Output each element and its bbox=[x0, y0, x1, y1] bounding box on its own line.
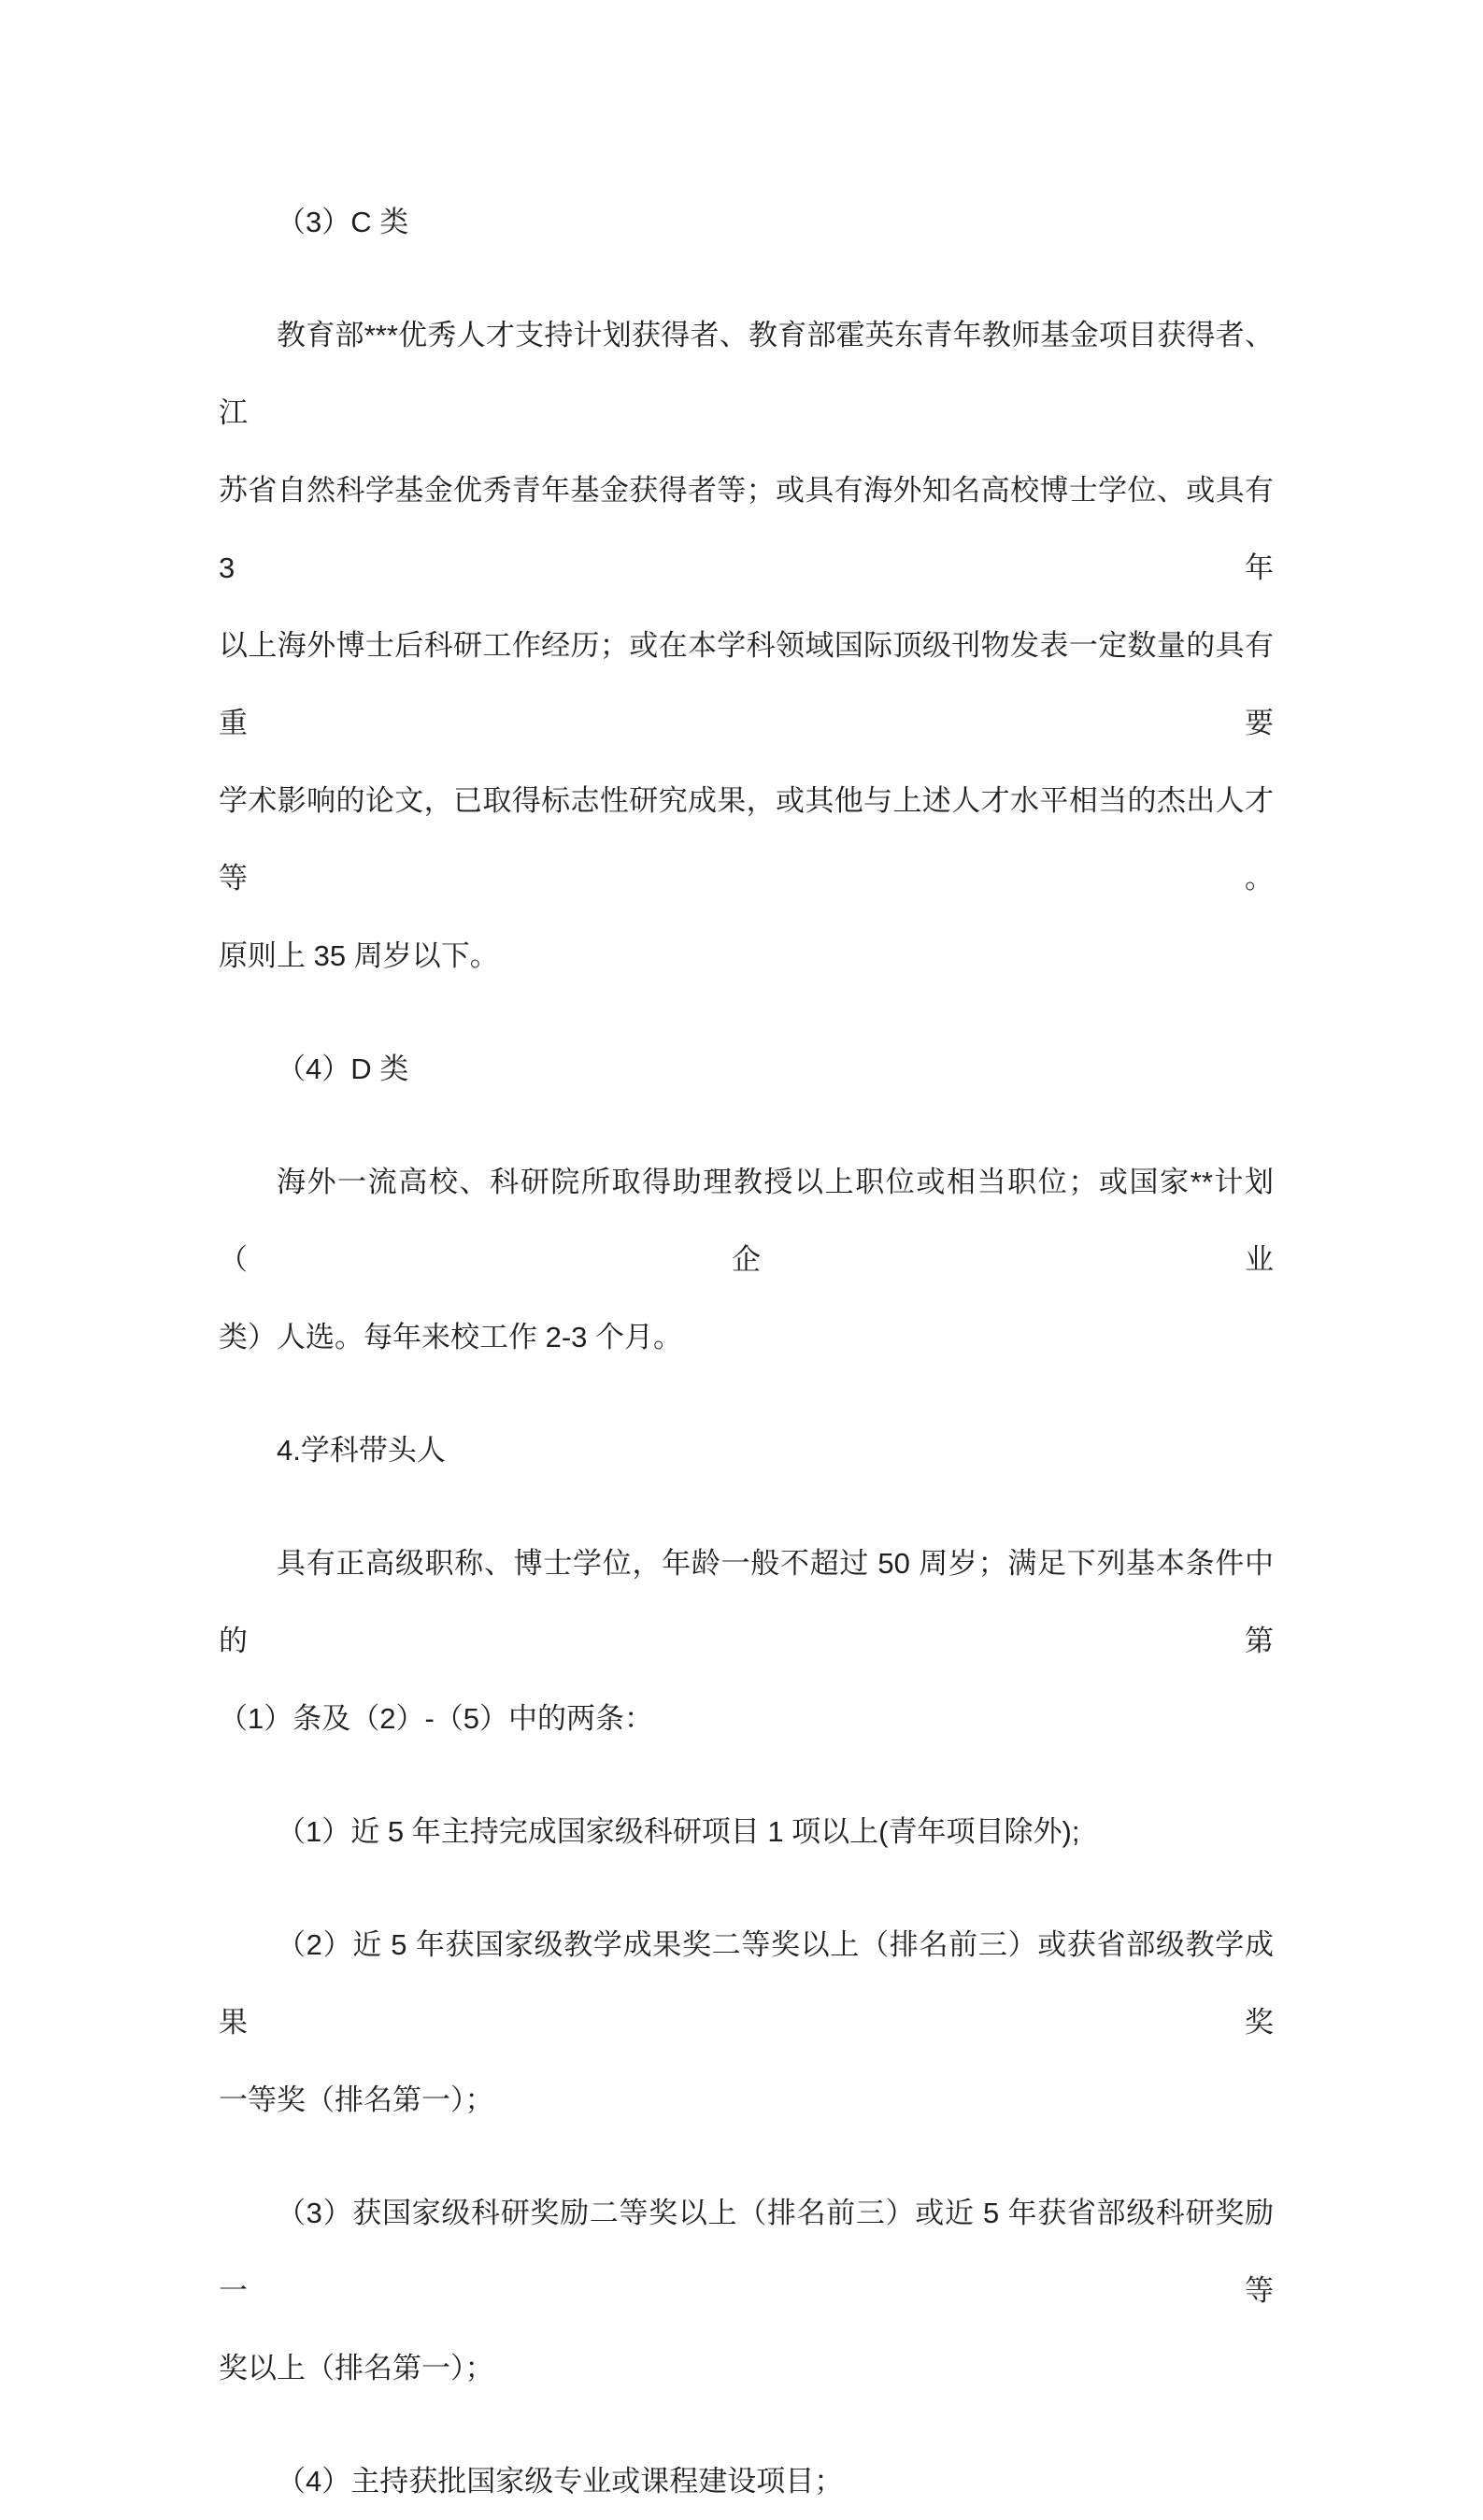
text-line: 海外一流高校、科研院所取得助理教授以上职位或相当职位；或国家**计划（企业 bbox=[219, 1166, 1274, 1276]
text-line: 具有正高级职称、博士学位，年龄一般不超过 50 周岁；满足下列基本条件中的第 bbox=[219, 1547, 1274, 1657]
text-line: 教育部***优秀人才支持计划获得者、教育部霍英东青年教师基金项目获得者、江 bbox=[219, 319, 1274, 429]
text-line: 苏省自然科学基金优秀青年基金获得者等；或具有海外知名高校博士学位、或具有 3 年 bbox=[219, 474, 1274, 584]
list-item-2 bbox=[219, 1906, 1274, 2139]
text-line: （4）主持获批国家级专业或课程建设项目； bbox=[277, 2465, 844, 2498]
text-line: （1）条及（2）-（5）中的两条： bbox=[219, 1702, 654, 1735]
heading-discipline-leader bbox=[219, 1411, 1274, 1489]
heading-text: 4.学科带头人 bbox=[277, 1434, 446, 1467]
heading-d-class bbox=[219, 1030, 1274, 1108]
text-line: 以上海外博士后科研工作经历；或在本学科领域国际顶级刊物发表一定数量的具有重要 bbox=[219, 629, 1274, 739]
text-line: 奖以上（排名第一）； bbox=[219, 2352, 494, 2384]
list-item-3 bbox=[219, 2174, 1274, 2407]
paragraph-leader-requirements bbox=[219, 1525, 1274, 1757]
text-line: （3）获国家级科研奖励二等奖以上（排名前三）或近 5 年获省部级科研奖励一等 bbox=[219, 2197, 1274, 2307]
paragraph-c-class-criteria bbox=[219, 296, 1274, 995]
text-line: 一等奖（排名第一）； bbox=[219, 2083, 494, 2116]
paragraph-d-class-criteria bbox=[219, 1143, 1274, 1376]
list-item-1 bbox=[219, 1793, 1274, 1870]
heading-text: （4）D 类 bbox=[277, 1052, 409, 1085]
text-line: （2）近 5 年获国家级教学成果奖二等奖以上（排名前三）或获省部级教学成果奖 bbox=[219, 1928, 1274, 2039]
text-line: 类）人选。每年来校工作 2-3 个月。 bbox=[219, 1321, 683, 1353]
text-line: 学术影响的论文，已取得标志性研究成果，或其他与上述人才水平相当的杰出人才等。 bbox=[219, 784, 1274, 895]
heading-text: （3）C 类 bbox=[277, 206, 409, 238]
text-line: 原则上 35 周岁以下。 bbox=[219, 939, 499, 972]
heading-c-class bbox=[219, 183, 1274, 261]
list-item-4 bbox=[219, 2442, 1274, 2520]
text-line: （1）近 5 年主持完成国家级科研项目 1 项以上(青年项目除外); bbox=[277, 1815, 1080, 1848]
